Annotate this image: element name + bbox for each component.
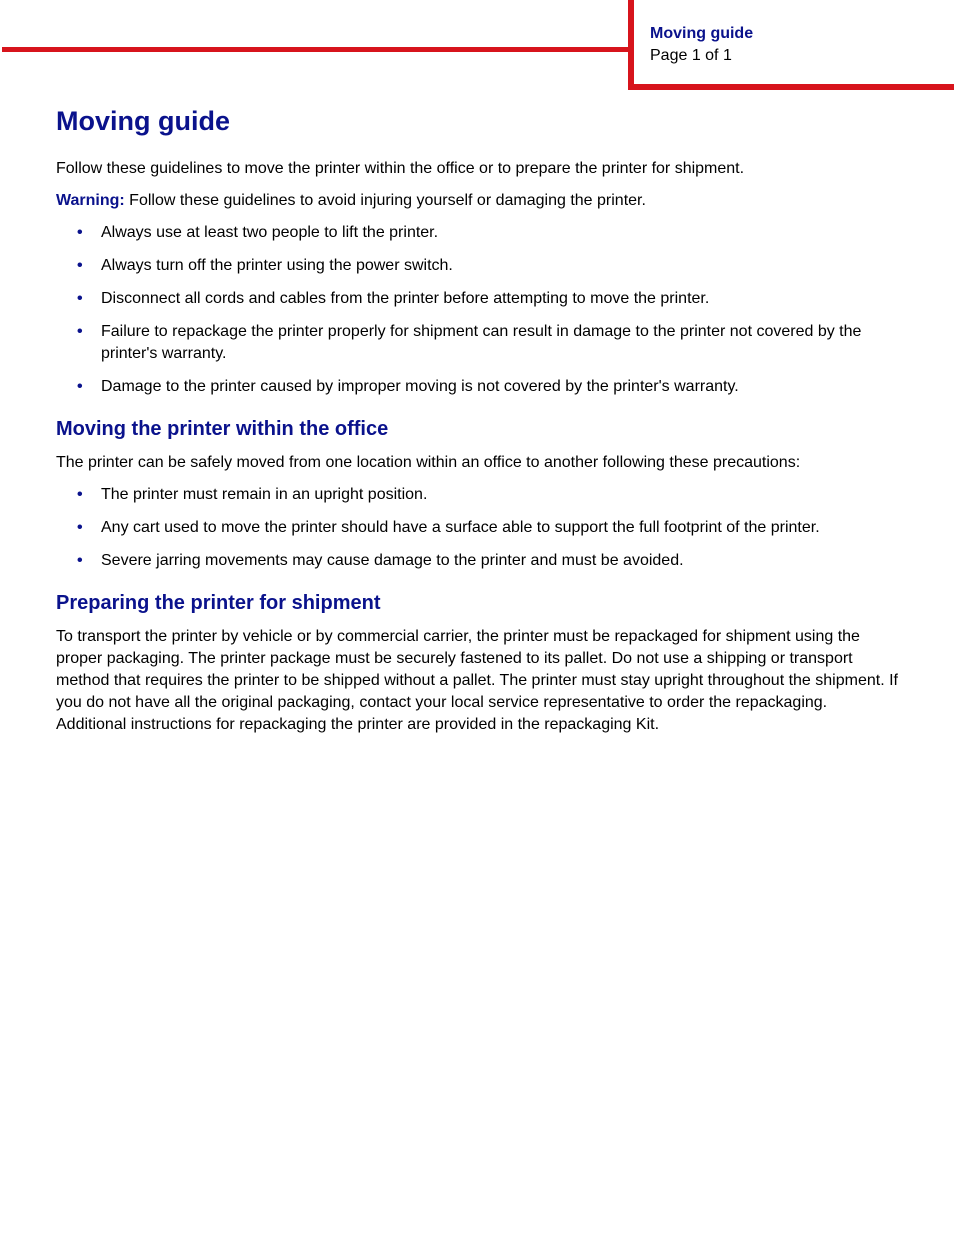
header-rule-vertical — [628, 0, 634, 90]
bullet-icon: • — [77, 257, 83, 274]
warning-text: Follow these guidelines to avoid injuring yourself or damaging the printer. — [124, 192, 646, 209]
list-item-text: The printer must remain in an upright position. — [101, 486, 428, 503]
list-item — [56, 484, 898, 506]
list-item — [56, 255, 898, 277]
bullet-icon: • — [77, 378, 83, 395]
running-header-title: Moving guide — [650, 25, 754, 42]
list-item — [56, 288, 898, 310]
warning-label: Warning: — [56, 192, 125, 209]
header-rule-left — [2, 47, 628, 52]
list-item-text: Always turn off the printer using the power switch. — [101, 257, 453, 274]
list-item — [56, 517, 898, 539]
header-rule-right — [628, 84, 954, 90]
list-item-text: Disconnect all cords and cables from the printer before attempting to move the printer. — [101, 290, 710, 307]
page-number: Page 1 of 1 — [650, 47, 732, 64]
list-item — [56, 550, 898, 572]
section-body-shipment: To transport the printer by vehicle or by commercial carrier, the printer must be repackaged for shipment using the proper packaging. The printer package must be securely fastened to its pallet. Do not use a shipping or transport method that requires the printer to be shipped without a pallet. The printer must stay upright throughout the shipment. If you do not have all the original packaging, contact your local service representative to order the repackaging. Additional instructions for repackaging the printer are provided in the repackaging Kit. — [56, 628, 898, 733]
bullet-icon: • — [77, 486, 83, 503]
list-item-text: Any cart used to move the printer should have a surface able to support the full footprint of the printer. — [101, 519, 820, 536]
list-item — [56, 321, 898, 365]
bullet-icon: • — [77, 224, 83, 241]
list-item — [56, 376, 898, 398]
bullet-icon: • — [77, 519, 83, 536]
section-intro-moving: The printer can be safely moved from one location within an office to another following these precautions: — [56, 454, 801, 471]
bullet-icon: • — [77, 552, 83, 569]
section-heading-shipment: Preparing the printer for shipment — [56, 592, 381, 614]
warning-list — [56, 222, 898, 398]
list-item-text: Severe jarring movements may cause damage to the printer and must be avoided. — [101, 552, 684, 569]
page-title: Moving guide — [56, 106, 230, 136]
bullet-icon: • — [77, 323, 83, 340]
list-item-text: Always use at least two people to lift the printer. — [101, 224, 439, 241]
bullet-icon: • — [77, 290, 83, 307]
list-item-text: Damage to the printer caused by improper moving is not covered by the printer's warranty. — [101, 378, 739, 395]
warning-paragraph — [56, 190, 898, 212]
list-item-text: Failure to repackage the printer properly for shipment can result in damage to the printer not covered by the printer's warranty. — [101, 323, 862, 362]
section-heading-moving: Moving the printer within the office — [56, 418, 389, 440]
intro-paragraph: Follow these guidelines to move the printer within the office or to prepare the printer for shipment. — [56, 160, 745, 177]
list-item — [56, 222, 898, 244]
precautions-list — [56, 484, 898, 572]
running-header — [650, 23, 753, 67]
document-body — [56, 104, 898, 746]
